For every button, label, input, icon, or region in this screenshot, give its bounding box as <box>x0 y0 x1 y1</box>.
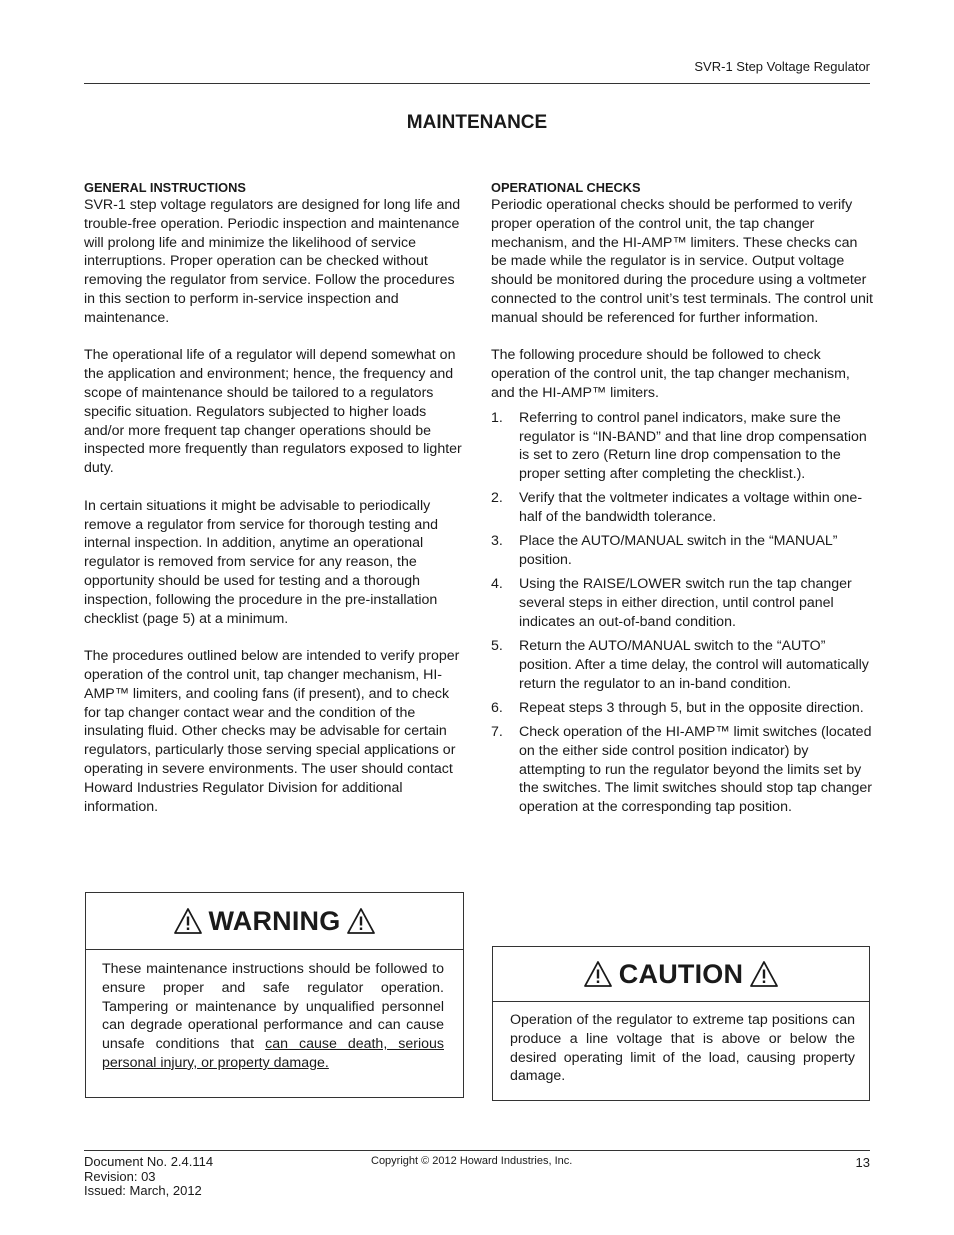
warning-triangle-icon <box>346 907 376 935</box>
page-title: MAINTENANCE <box>406 112 548 133</box>
caution-triangle-icon <box>583 960 613 988</box>
revision: Revision: 03 <box>84 1168 156 1184</box>
paragraph: The procedures outlined below are intended to verify proper operation of the control unit, tap changer mechanism, HI-AMP™ limiters, and cooling fans (if present), and to check for tap changer contact wear and the condition of the insulating fluid. Other checks may be advisable for certain regulators, particularly those serving special applications or operating in severe environments. The user should contact Howard Industries Regulator Division for additional information. <box>84 648 460 815</box>
step-number: 7. <box>491 724 503 741</box>
step-text: Referring to control panel indicators, make sure the regulator is “IN-BAND” and that line drop compensation is set to zero (Return line drop compensation to the proper setting after completing the checklist.). <box>519 409 867 483</box>
step-number: 5. <box>491 638 503 655</box>
warning-label: WARNING <box>208 905 341 936</box>
list-item <box>491 532 873 570</box>
procedure-steps-list <box>491 409 873 817</box>
left-column <box>84 179 466 835</box>
step-text: Return the AUTO/MANUAL switch to the “AUTO” position. After a time delay, the control will automatically return the regulator to an in-band condition. <box>519 638 869 692</box>
step-text: Verify that the voltmeter indicates a voltage within one-half of the bandwidth tolerance. <box>519 490 863 526</box>
right-column <box>491 179 873 822</box>
step-text: Check operation of the HI-AMP™ limit switches (located on the either side control position indicator) by attempting to run the regulator beyond the limits set by the switches. The limit switches should stop tap changer operation at the corresponding tap position. <box>519 724 873 816</box>
list-item <box>491 575 873 631</box>
running-header-title: SVR-1 Step Voltage Regulator <box>694 59 870 74</box>
header-rule <box>84 83 870 84</box>
paragraph: SVR-1 step voltage regulators are designed for long life and trouble-free operation. Periodic inspection and maintenance will prolong life and minimize the likelihood of service interruptions. Proper operation can be checked without removing the regulator from service. Follow the procedures in this section to perform in-service inspection and maintenance. <box>84 197 461 326</box>
section-heading-operational-checks: OPERATIONAL CHECKS <box>491 180 641 195</box>
warning-text-underlined: can cause death, serious personal injury, or property damage. <box>102 1036 444 1071</box>
step-text: Using the RAISE/LOWER switch run the tap changer several steps in either direction, until control panel indicates an out-of-band condition. <box>519 576 852 630</box>
caution-triangle-icon <box>749 960 779 988</box>
step-text: Repeat steps 3 through 5, but in the opposite direction. <box>519 699 864 716</box>
footer-document-info <box>84 1155 213 1199</box>
caution-text: Operation of the regulator to extreme tap positions can produce a line voltage that is above or below the desired operating limit of the load, causing property damage. <box>510 1012 855 1085</box>
paragraph: The operational life of a regulator will depend somewhat on the application and environment; hence, the frequency and scope of maintenance should be tailored to a regulators specific situation. Regulators subjected to higher loads and/or more frequent tap changer operations should be inspected more frequently than regulators exposed to lighter duty. <box>84 347 462 477</box>
paragraph: The following procedure should be followed to check operation of the control unit, the tap changer mechanism, and the HI-AMP™ limiters. <box>491 347 850 401</box>
step-number: 3. <box>491 533 503 550</box>
section-heading-general-instructions: GENERAL INSTRUCTIONS <box>84 180 246 195</box>
caution-header <box>493 947 869 1002</box>
issued-date: Issued: March, 2012 <box>84 1183 202 1198</box>
warning-header <box>86 893 463 950</box>
step-number: 2. <box>491 490 503 507</box>
warning-text <box>86 950 463 1073</box>
caution-label: CAUTION <box>618 958 744 989</box>
list-item <box>491 699 873 718</box>
step-number: 4. <box>491 576 503 593</box>
paragraph: In certain situations it might be advisable to periodically remove a regulator from service for thorough testing and internal inspection. In addition, anytime an operational regulator is removed from service for any reason, the opportunity should be used for testing and a thorough inspection, following the procedure in the pre-installation checklist (page 5) at a minimum. <box>84 497 439 627</box>
warning-triangle-icon <box>173 907 203 935</box>
footer-rule <box>84 1150 870 1151</box>
caution-box <box>492 946 870 1101</box>
paragraph: Periodic operational checks should be performed to verify proper operation of the control unit, the tap changer mechanism, and the HI-AMP™ limiters. These checks can be made while the regulator is in service. Output voltage should be monitored during the procedure using a voltmeter connected to the control unit’s test terminals. The control unit manual should be referenced for further information. <box>491 197 873 326</box>
page-number: 13 <box>855 1155 870 1170</box>
step-text: Place the AUTO/MANUAL switch in the “MANUAL” position. <box>519 533 838 569</box>
list-item <box>491 489 873 527</box>
copyright: Copyright © 2012 Howard Industries, Inc. <box>371 1155 573 1167</box>
warning-box <box>85 892 464 1098</box>
list-item <box>491 723 873 817</box>
step-number: 6. <box>491 699 503 716</box>
list-item <box>491 409 873 484</box>
document-number: Document No. 2.4.114 <box>84 1154 214 1169</box>
step-number: 1. <box>491 409 503 426</box>
list-item <box>491 637 873 693</box>
warning-text-main: These maintenance instructions should be followed to ensure proper and safe regulator operation. Tampering or maintenance by unqualified personnel can degrade operational performance and can cause unsafe conditions that <box>102 961 444 1053</box>
